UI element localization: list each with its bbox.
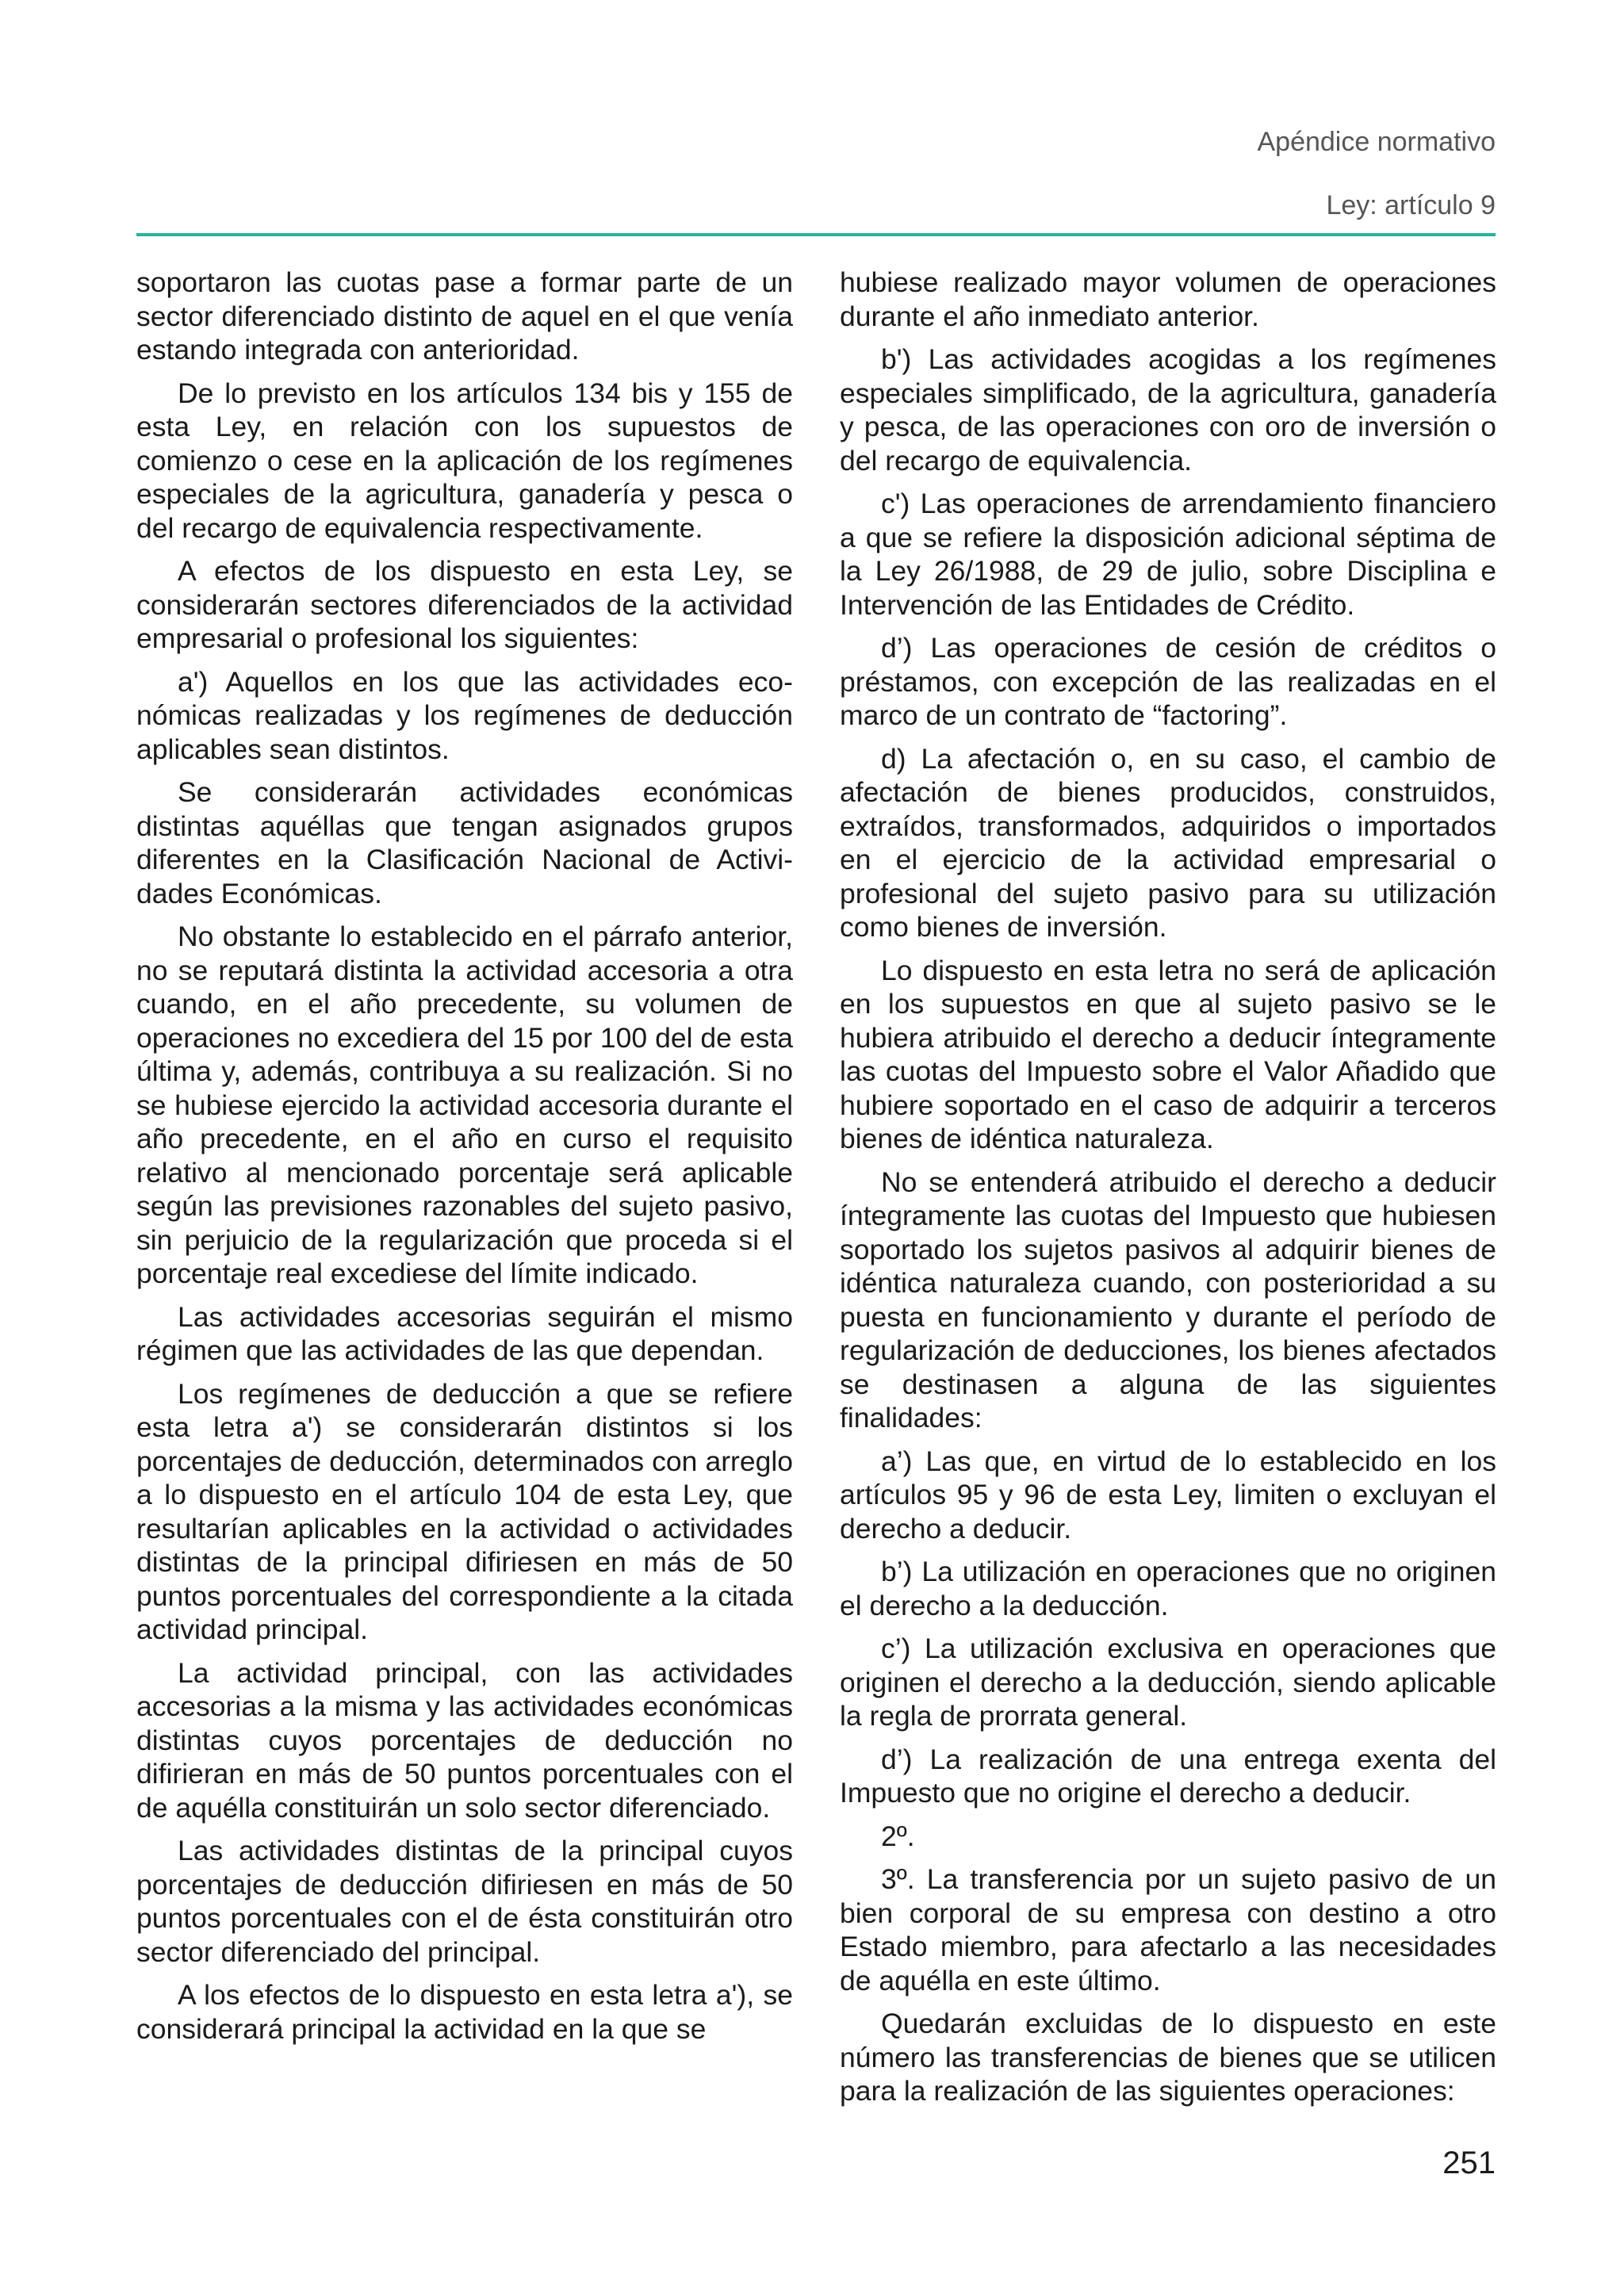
- paragraph: Las actividades accesorias seguirán el mismo régimen que las actividades de las que dependan.: [136, 1300, 793, 1366]
- paragraph: 3º. La transferencia por un sujeto pasivo de un bien corporal de su empresa con destino a otro Estado miembro, para afectarlo a las necesidades de aquélla en este último.: [840, 1863, 1496, 1996]
- paragraph: a') Aquellos en los que las actividades económicas realizadas y los regímenes de deducción aplicables sean distintos.: [136, 665, 793, 765]
- page-number: 251: [1442, 2146, 1496, 2180]
- paragraph: La actividad principal, con las actividades accesorias a la misma y las actividades económicas distintas cuyos porcentajes de deducción no difirieran en más de 50 puntos porcentuales con el de aquélla constituirán un solo sector diferenciado.: [136, 1656, 793, 1824]
- running-header-article: Ley: artículo 9: [1326, 190, 1496, 220]
- paragraph: d’) Las operaciones de cesión de créditos o préstamos, con excepción de las realizadas en el marco de un contrato de “factoring”.: [840, 632, 1496, 731]
- running-header-section: Apéndice normativo: [1257, 127, 1496, 157]
- paragraph: d) La afectación o, en su caso, el cambio de afectación de bienes producidos, construidos, extraídos, transformados, adquiridos o importados en el ejercicio de la actividad empresarial o profesional del sujeto pasivo para su utilización como bienes de inversión.: [840, 742, 1496, 943]
- paragraph: No obstante lo establecido en el párrafo anterior, no se reputará distinta la actividad accesoria a otra cuando, en el año precedente, su volumen de operaciones no excediera del 15 por 100 del de esta última y, además, contribuya a su realización. Si no se hubiese ejercido la actividad accesoria durante el año precedente, en el año en curso el requisito relativo al mencionado porcentaje será aplicable según las previsiones razonables del sujeto pasivo, sin perjuicio de la regularización que proceda si el porcentaje real excediese del límite indicado.: [136, 921, 793, 1289]
- paragraph: d’) La realización de una entrega exenta del Impuesto que no origine el derecho a deducir.: [840, 1743, 1496, 1809]
- paragraph: De lo previsto en los artículos 134 bis y 155 de esta Ley, en relación con los supuestos de comienzo o cese en la aplicación de los regímenes especiales de la agricultura, ganadería y pesca o del recargo de equivalencia respectivamente.: [136, 377, 793, 544]
- paragraph: Quedarán excluidas de lo dispuesto en este número las transferencias de bienes que se utilicen para la realización de las siguientes operaciones:: [840, 2008, 1496, 2107]
- paragraph: Las actividades distintas de la principal cuyos porcentajes de deducción difiriesen en más de 50 puntos porcentuales con el de ésta constituirán otro sector diferenciado del principal.: [136, 1835, 793, 1968]
- paragraph: soportaron las cuotas pase a formar parte de un sector diferenciado distinto de aquel en el que venía estando integrada con anterioridad.: [136, 266, 793, 366]
- right-text-column: [840, 266, 1496, 2118]
- paragraph: a’) Las que, en virtud de lo establecido en los artículos 95 y 96 de esta Ley, limiten o excluyan el derecho a deducir.: [840, 1445, 1496, 1545]
- left-text-column: [136, 266, 793, 2055]
- paragraph: Se considerarán actividades económicas distintas aquéllas que tengan asignados grupos diferentes en la Clasificación Nacional de Actividades Económicas.: [136, 776, 793, 909]
- paragraph: Lo dispuesto en esta letra no será de aplicación en los supuestos en que al sujeto pasivo se le hubiera atribuido el derecho a deducir íntegramente las cuotas del Impuesto sobre el Valor Añadido que hubiere soportado en el caso de adquirir a terceros bienes de idéntica naturaleza.: [840, 954, 1496, 1154]
- paragraph: b’) La utilización en operaciones que no originen el derecho a la deducción.: [840, 1556, 1496, 1621]
- header-rule: [136, 233, 1496, 236]
- paragraph: Los regímenes de deducción a que se refiere esta letra a') se considerarán distintos si los porcentajes de deducción, determinados con arreglo a lo dispuesto en el artículo 104 de esta Ley, que resultarían aplicables en la actividad o actividades distintas de la principal difiriesen en más de 50 puntos porcentuales del correspondiente a la citada actividad principal.: [136, 1377, 793, 1645]
- paragraph: c’) La utilización exclusiva en operaciones que originen el derecho a la deducción, siendo aplicable la regla de prorrata general.: [840, 1633, 1496, 1732]
- paragraph: No se entenderá atribuido el derecho a deducir íntegramente las cuotas del Impuesto que hubiesen soportado los sujetos pasivos al adquirir bienes de idéntica naturaleza cuando, con posterioridad a su puesta en funcionamiento y durante el período de regularización de deducciones, los bienes afectados se destinasen a alguna de las siguientes finalidades:: [840, 1166, 1496, 1434]
- paragraph: b') Las actividades acogidas a los regímenes especiales simplificado, de la agricultura, ganadería y pesca, de las operaciones con oro de inversión o del recargo de equivalencia.: [840, 343, 1496, 477]
- paragraph: c') Las operaciones de arrendamiento financiero a que se refiere la disposición adicional séptima de la Ley 26/1988, de 29 de julio, sobre Disciplina e Intervención de las Entidades de Crédito.: [840, 488, 1496, 621]
- paragraph: A efectos de los dispuesto en esta Ley, se considerarán sectores diferenciados de la actividad empresarial o profesional los siguientes:: [136, 555, 793, 654]
- paragraph: hubiese realizado mayor volumen de operaciones durante el año inmediato anterior.: [840, 266, 1496, 332]
- paragraph: A los efectos de lo dispuesto en esta letra a'), se considerará principal la actividad en la que se: [136, 1979, 793, 2045]
- paragraph: 2º.: [881, 1820, 915, 1852]
